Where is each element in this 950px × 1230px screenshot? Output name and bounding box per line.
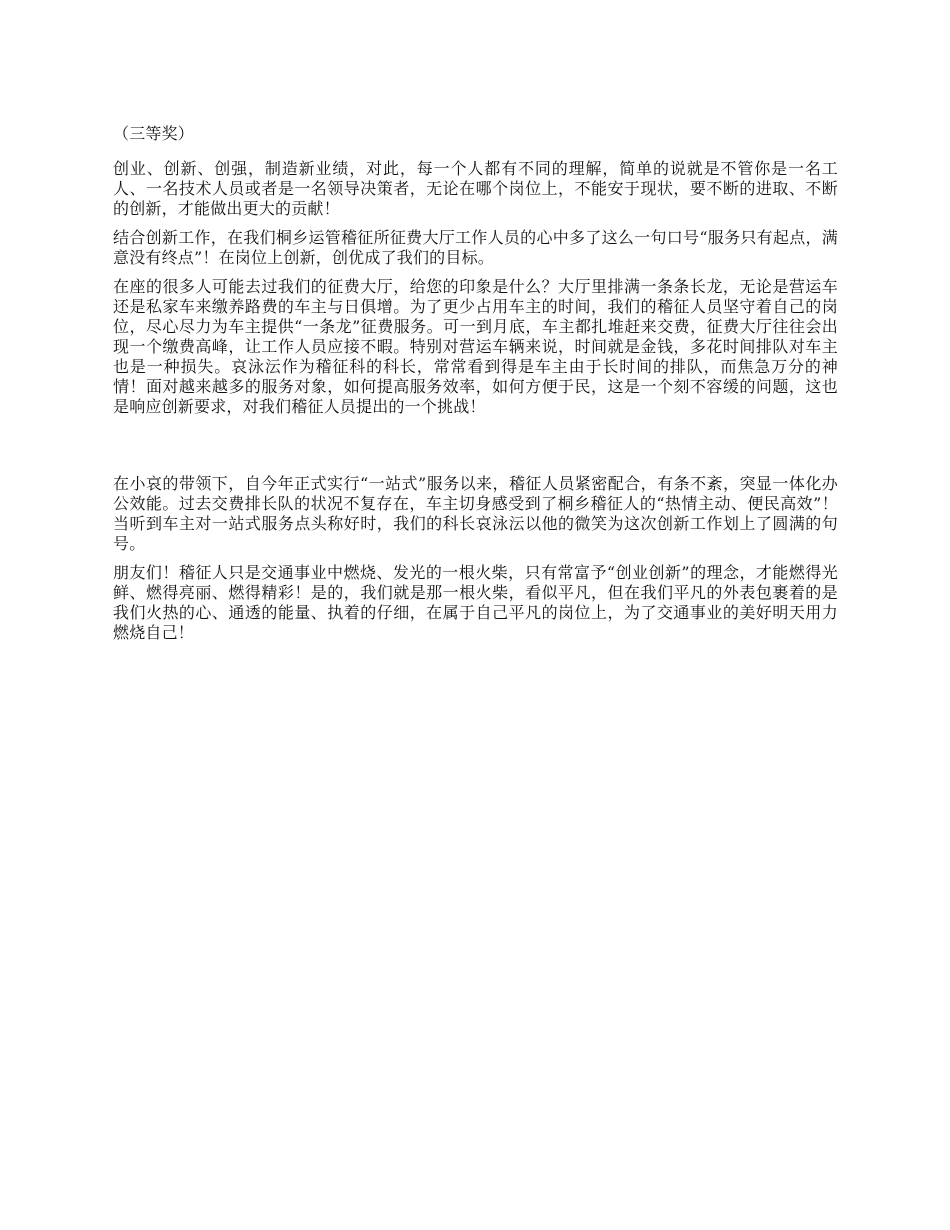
paragraph-4: 在小哀的带领下，自今年正式实行“一站式”服务以来，稽征人员紧密配合，有条不紊，突显一体化办公效能。过去交费排长队的状况不复存在，车主切身感受到了桐乡稽征人的“热情主动、便民高效”！当听到车主对一站式服务点头称好时，我们的科长哀泳沄以他的微笑为这次创新工作划上了圆满的句号。	[113, 474, 838, 553]
paragraph-5: 朋友们！稽征人只是交通事业中燃烧、发光的一根火柴，只有常富予“创业创新”的理念，才能燃得光鲜、燃得亮丽、燃得精彩！是的，我们就是那一根火柴，看似平凡，但在我们平凡的外表包裹着的是我们火热的心、通透的能量、执着的仔细，在属于自己平凡的岗位上，为了交通事业的美好明天用力燃烧自己！	[113, 563, 838, 642]
award-label: （三等奖）	[113, 124, 195, 143]
paragraph-2: 结合创新工作，在我们桐乡运管稽征所征费大厅工作人员的心中多了这么一句口号“服务只有起点，满意没有终点”！在岗位上创新，创优成了我们的目标。	[113, 228, 838, 267]
document-page	[113, 124, 838, 643]
paragraph-3: 在座的很多人可能去过我们的征费大厅，给您的印象是什么？大厅里排满一条条长龙，无论是营运车还是私家车来缴养路费的车主与日俱增。为了更少占用车主的时间，我们的稽征人员坚守着自己的岗位，尽心尽力为车主提供“一条龙”征费服务。可一到月底，车主都扎堆赶来交费，征费大厅往往会出现一个缴费高峰，让工作人员应接不暇。特别对营运车辆来说，时间就是金钱，多花时间排队对车主也是一种损失。哀泳沄作为稽征科的科长，常常看到得是车主由于长时间的排队，而焦急万分的神情！面对越来越多的服务对象，如何提高服务效率，如何方便于民，这是一个刻不容缓的问题，这也是响应创新要求，对我们稽征人员提出的一个挑战！	[113, 277, 838, 416]
paragraph-1: 创业、创新、创强，制造新业绩，对此，每一个人都有不同的理解，简单的说就是不管你是一名工人、一名技术人员或者是一名领导决策者，无论在哪个岗位上，不能安于现状，要不断的进取、不断的创新，才能做出更大的贡献！	[113, 159, 838, 218]
